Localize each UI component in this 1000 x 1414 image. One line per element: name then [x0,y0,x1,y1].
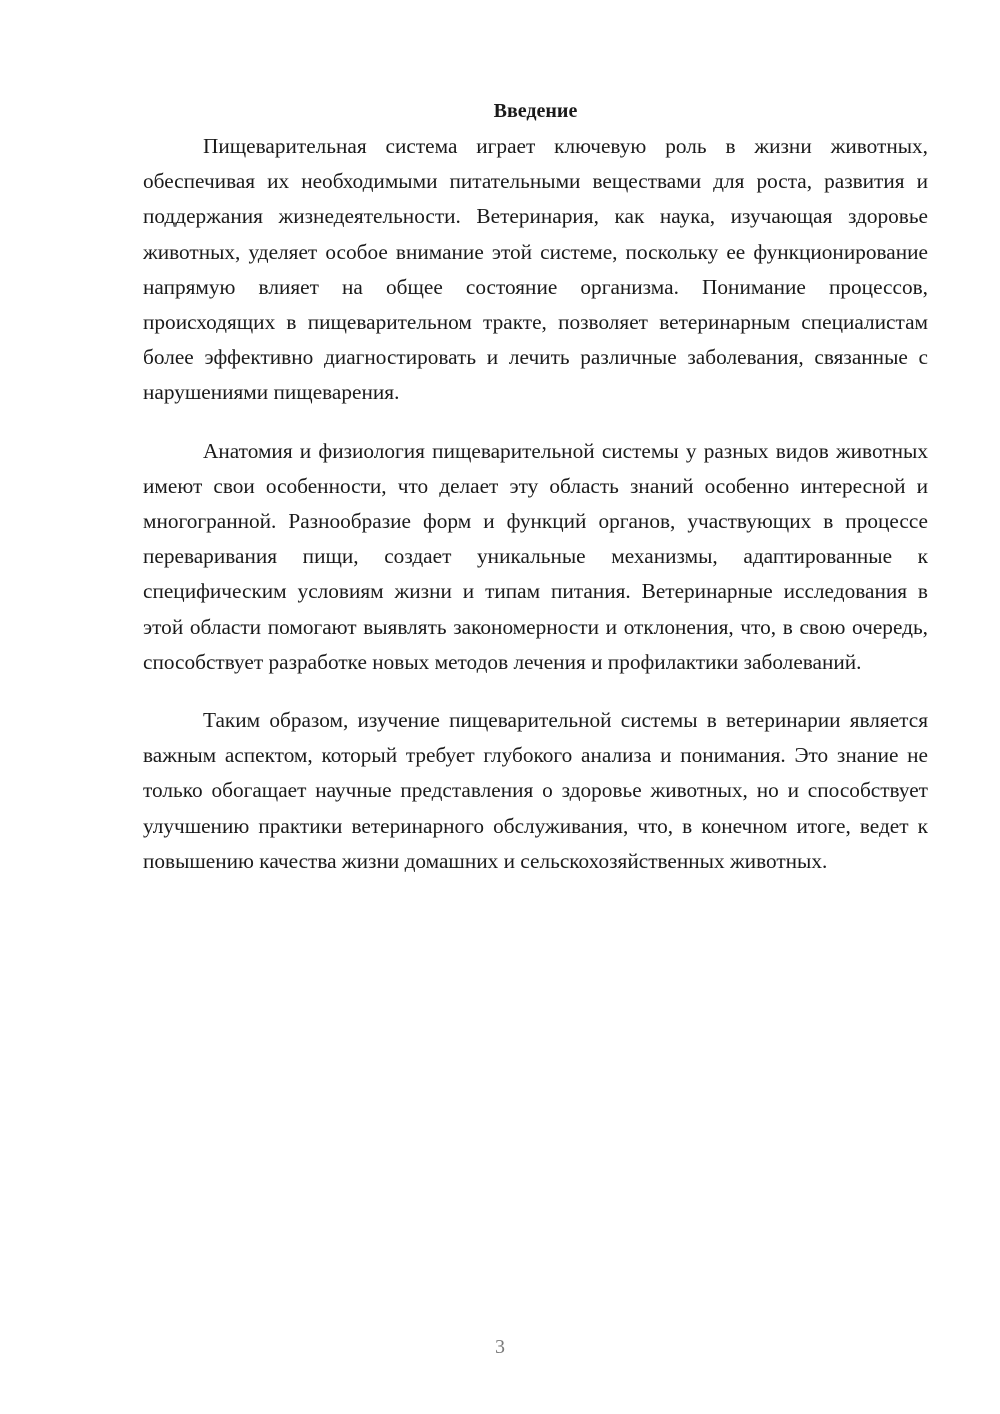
section-heading: Введение [493,100,578,122]
paragraph-1: Пищеварительная система играет ключевую роль в жизни животных, обеспечивая их необходимыми питательными веществами для роста, развития и поддержания жизнедеятельности. Ветеринария, как наука, изучающая здоровье животных, уделяет особое внимание этой системе, поскольку ее функционирование напрямую влияет на общее состояние организма. Понимание процессов, происходящих в пищеварительном тракте, позволяет ветеринарным специалистам более эффективно диагностировать и лечить различные заболевания, связанные с нарушениями пищеварения. [143,134,928,405]
page-content [143,94,928,902]
paragraph-3: Таким образом, изучение пищеварительной системы в ветеринарии является важным аспектом, который требует глубокого анализа и понимания. Это знание не только обогащает научные представления о здоровье животных, но и способствует улучшению практики ветеринарного обслуживания, что, в конечном итоге, ведет к повышению качества жизни домашних и сельскохозяйственных животных. [143,708,928,873]
paragraph-2: Анатомия и физиология пищеварительной системы у разных видов животных имеют свои особенности, что делает эту область знаний особенно интересной и многогранной. Разнообразие форм и функций органов, участвующих в процессе переваривания пищи, создает уникальные механизмы, адаптированные к специфическим условиям жизни и типам питания. Ветеринарные исследования в этой области помогают выявлять закономерности и отклонения, что, в свою очередь, способствует разработке новых методов лечения и профилактики заболеваний. [143,438,928,674]
page-number: 3 [495,1336,505,1358]
